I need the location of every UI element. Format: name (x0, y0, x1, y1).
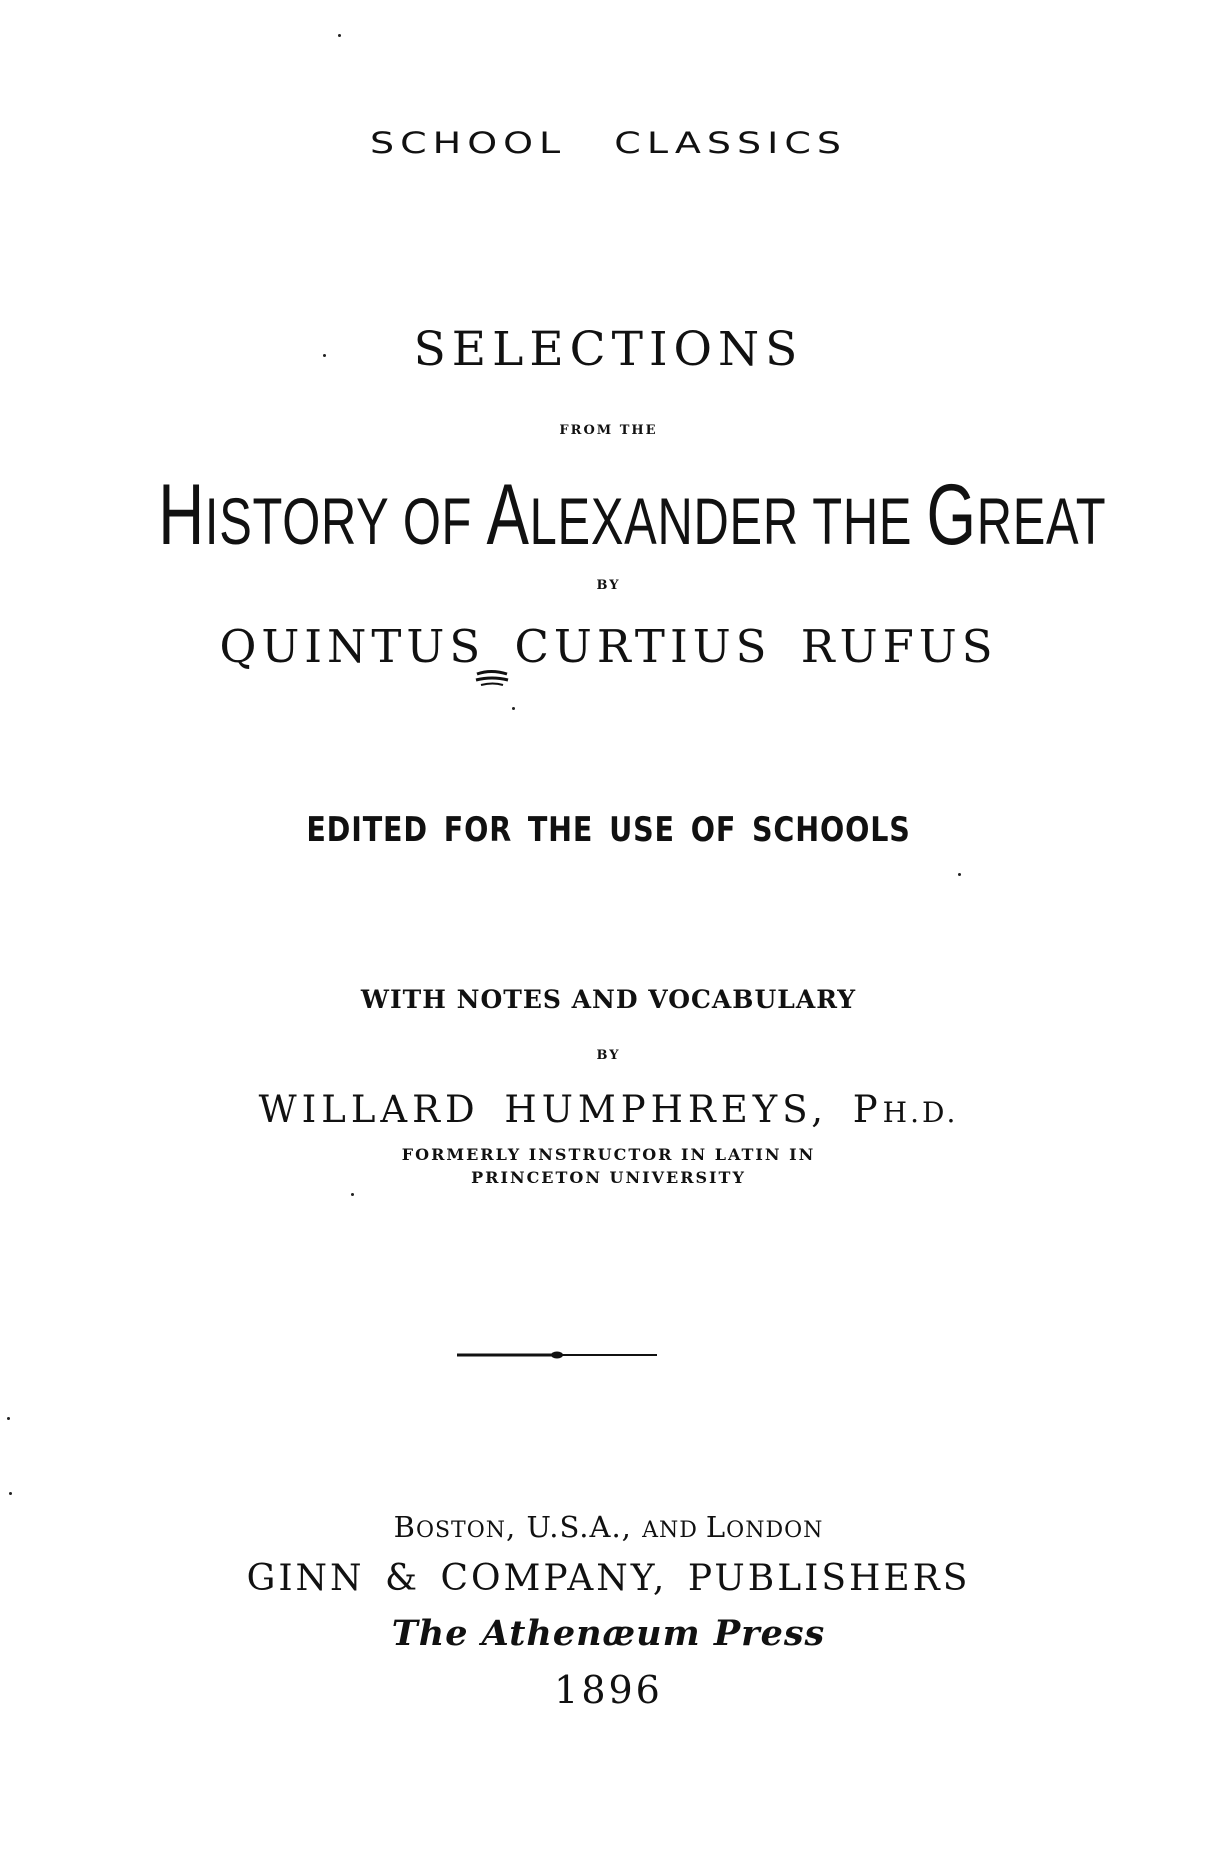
author-name: QUINTUS CURTIUS RUFUS (219, 620, 998, 673)
title-part-lexander-the: LEXANDER THE (529, 484, 927, 558)
edited-for-line: EDITED FOR THE USE OF SCHOOLS (306, 810, 911, 850)
editor-credential-line-1: FORMERLY INSTRUCTOR IN LATIN IN (401, 1145, 816, 1164)
place-part-and: AND (642, 1518, 706, 1543)
by-label-author: BY (596, 578, 621, 593)
publisher-name: GINN & COMPANY, PUBLISHERS (246, 1558, 971, 1599)
by-label-editor: BY (596, 1048, 621, 1063)
publication-year: 1896 (554, 1668, 663, 1712)
place-part-ondon: ONDON (726, 1518, 824, 1543)
scan-speck (7, 1417, 10, 1420)
scan-speck (958, 873, 961, 876)
notes-vocabulary-line: WITH NOTES AND VOCABULARY (360, 985, 857, 1014)
scan-speck (512, 707, 515, 710)
from-the-label: FROM THE (559, 423, 658, 438)
editor-name-main: WILLARD HUMPHREYS, P (258, 1088, 883, 1131)
ink-mark-ornament (473, 668, 511, 690)
place-initial-b: B (393, 1510, 416, 1544)
place-initial-l: L (705, 1510, 727, 1544)
selections-heading: SELECTIONS (413, 322, 804, 377)
book-title (158, 466, 1107, 565)
series-title: SCHOOL CLASSICS (370, 125, 847, 161)
title-part-reat: REAT (976, 484, 1107, 558)
title-initial-g: G (926, 467, 977, 563)
press-name: The Athenæum Press (391, 1613, 826, 1654)
title-initial-a: A (486, 467, 530, 563)
title-part-istory-of: ISTORY OF (204, 484, 487, 558)
scan-speck (323, 354, 326, 357)
place-part-usa: , U.S.A., (506, 1510, 643, 1544)
scan-speck (9, 1492, 12, 1495)
title-initial-h: H (158, 467, 205, 563)
scan-speck (338, 34, 341, 37)
decorative-rule (455, 1350, 659, 1360)
editor-name (0, 1088, 1217, 1131)
place-part-oston: OSTON (415, 1518, 507, 1543)
editor-credential-line-2: PRINCETON UNIVERSITY (471, 1168, 746, 1187)
scan-speck (351, 1193, 354, 1196)
editor-degree: H.D. (882, 1096, 959, 1129)
publication-place (0, 1510, 1217, 1544)
